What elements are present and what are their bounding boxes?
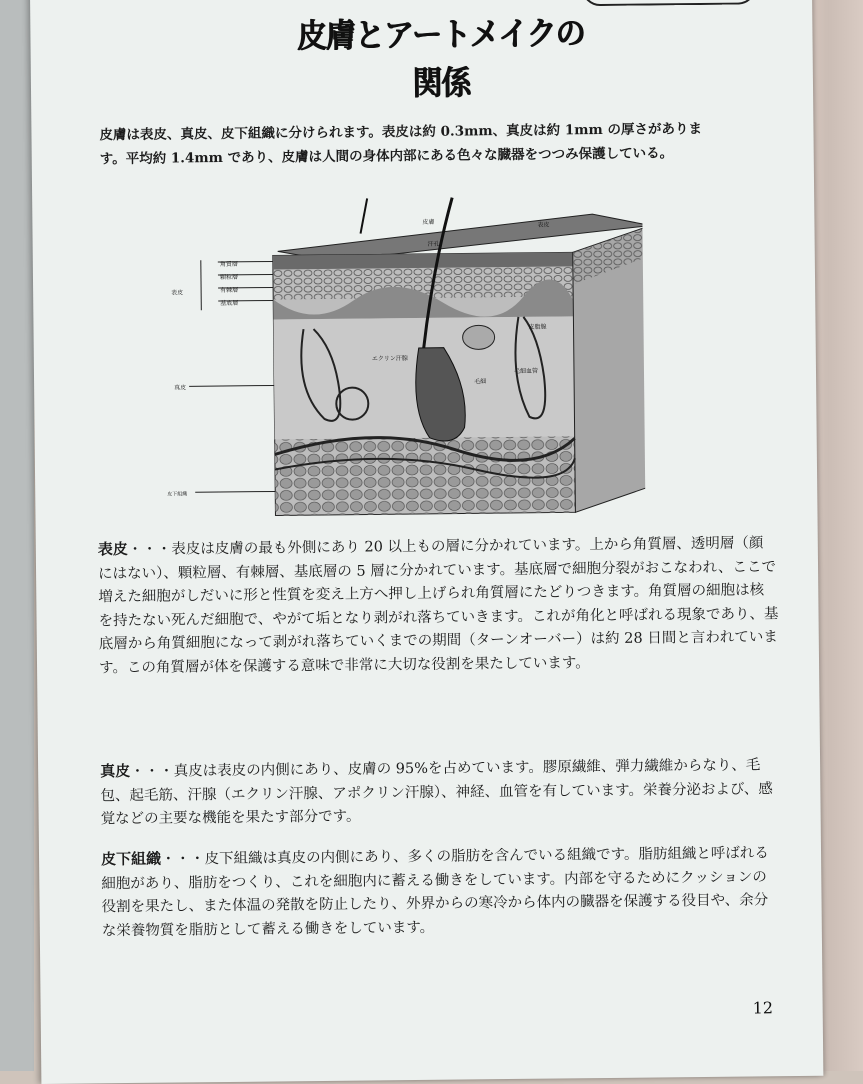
section-body: 真皮は表皮の内側にあり、皮膚の 95%を占めています。膠原繊維、弾力繊維からなり、毛包、起毛筋、汗腺（エクリン汗腺、アポクリン汗腺）、神経、血管を有しています。栄養分泌および、感覚などの主要な機能を果たす部分です。 [100,757,773,828]
section-body: 表皮は皮膚の最も外側にあり 20 以上もの層に分かれています。上から角質層、透明層（顔にはない）、顆粒層、有棘層、基底層の 5 層に分かれています。基底層で細胞分裂がおこなわれ、ここで増えた細胞がしだいに形と性質を変え上方へ押し上げられ角質層にたどりつきます。角質層の細胞は核を持たない死んだ細胞で、やがて垢となり剥がれ落ちていきます。これが角化と呼ばれる現象であり、基底層から角質細胞になって剥がれ落ちていくまでの期間（ターンオーバー）は約 28 日間と言われています。この角質層が体を保護する意味で非常に大切な役割を果たしています。 [97,535,779,676]
section-epidermis [98,531,779,680]
label-subcutis-group: 皮下組織 [167,491,188,498]
section-heading: 真皮 [100,761,131,781]
label-sweat-pore: 汗孔 [427,240,440,248]
label-epidermis-top: 表皮 [537,221,550,229]
label-hair-bulb: 毛細 [474,378,487,386]
label-dermis-group: 真皮 [174,384,187,392]
page-number: 12 [752,998,774,1018]
label-stratum-corneum: 角質層 [219,260,238,269]
section-heading: 皮下組織 [100,849,162,869]
label-epidermis-group: 表皮 [171,289,184,297]
book-page [30,0,823,1084]
label-stratum-spinosum: 有棘層 [220,286,239,295]
section-heading: 表皮 [97,540,128,559]
sebaceous-gland [462,325,494,349]
label-capillary: 毛細血管 [513,367,539,375]
section-subcutis [101,841,782,943]
section-separator: ・・・ [130,763,174,780]
label-stratum-granulosum: 顆粒層 [219,273,239,282]
skin-cross-section-figure [122,186,645,521]
book-spine-shadow [0,0,34,1071]
skin-diagram [122,186,645,521]
section-separator: ・・・ [127,541,172,559]
page-title: 皮膚とアートメイクの関係 [296,14,585,104]
section-body: 皮下組織は真皮の内側にあり、多くの脂肪を含んでいる組織です。脂肪組織と呼ばれる細胞があり、脂肪をつくり、これを細胞内に蓄える働きをしています。内部を守るためにクッションの役割を果たし、また体温の発散を防止したり、外界からの寒冷から体内の臓器を保護する役目や、余分な栄養物質を脂肪として蓄える働きをしています。 [101,845,769,939]
label-stratum-basale: 基底層 [220,299,239,308]
label-eccrine-gland: エクリン汗腺 [371,355,408,363]
label-skin: 皮膚 [422,218,435,226]
section-dermis [100,753,781,832]
intro-paragraph: 皮膚は表皮、真皮、皮下組織に分けられます。表皮は約 0.3mm、真皮は約 1mm の厚さがあります。平均約 1.4mm であり、皮膚は人間の身体内部にある色々な臓器をつつみ保護している。 [99,120,703,168]
label-sebaceous-gland: 皮脂腺 [528,323,547,331]
section-separator: ・・・ [161,851,205,868]
section-tab [582,0,756,6]
subcutaneous-fat [275,436,576,515]
